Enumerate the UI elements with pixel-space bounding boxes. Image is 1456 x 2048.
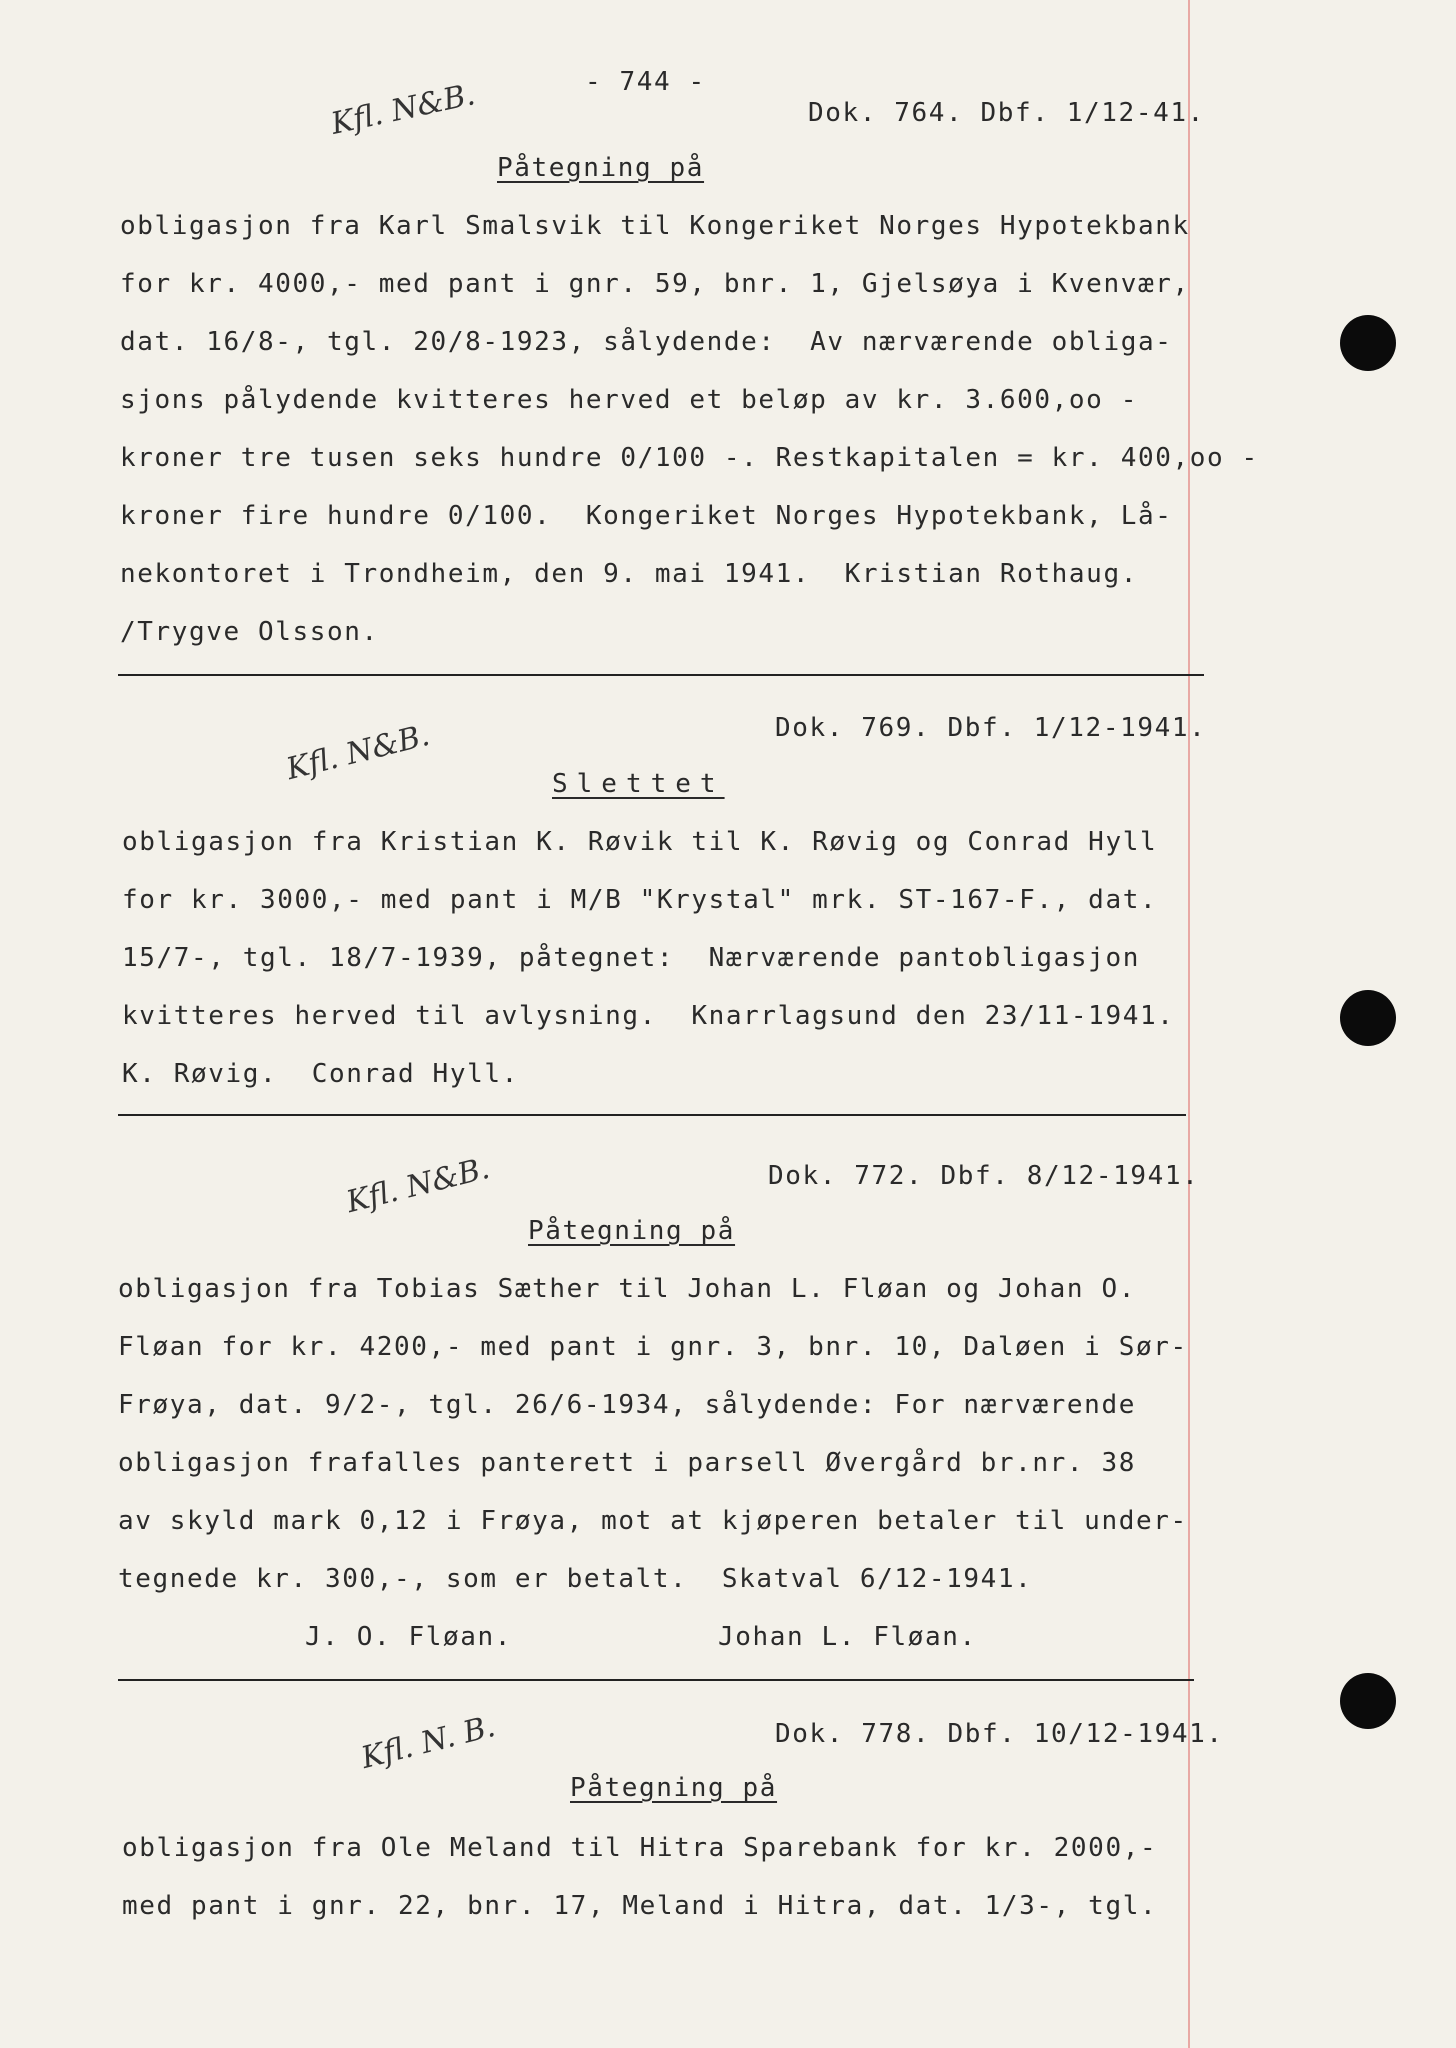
text-line: /Trygve Olsson. bbox=[120, 617, 379, 647]
text-line: Fløan for kr. 4200,- med pant i gnr. 3, bnr. 10, Daløen i Sør- bbox=[118, 1332, 1188, 1362]
text-line: K. Røvig. Conrad Hyll. bbox=[122, 1059, 519, 1089]
text-line: kvitteres herved til avlysning. Knarrlagsund den 23/11-1941. bbox=[122, 1001, 1175, 1031]
entry-title: Påtegning på bbox=[528, 1216, 736, 1246]
doc-header: Dok. 769. Dbf. 1/12-1941. bbox=[775, 713, 1207, 743]
text-line: dat. 16/8-, tgl. 20/8-1923, sålydende: Av nærværende obliga- bbox=[120, 327, 1173, 357]
handwritten-note: Kfl. N&B. bbox=[342, 1150, 494, 1221]
text-line: av skyld mark 0,12 i Frøya, mot at kjøperen betaler til under- bbox=[118, 1506, 1188, 1536]
entry-title: Påtegning på bbox=[570, 1773, 778, 1803]
text-line: kroner tre tusen seks hundre 0/100 -. Restkapitalen = kr. 400,oo - bbox=[120, 443, 1259, 473]
handwritten-note: Kfl. N&B. bbox=[327, 77, 479, 142]
text-line: 15/7-, tgl. 18/7-1939, påtegnet: Nærværende pantobligasjon bbox=[122, 943, 1140, 973]
entry-title: Slettet bbox=[552, 769, 725, 799]
text-line: for kr. 3000,- med pant i M/B "Krystal" mrk. ST-167-F., dat. bbox=[122, 885, 1158, 915]
text-line: med pant i gnr. 22, bnr. 17, Meland i Hitra, dat. 1/3-, tgl. bbox=[122, 1891, 1158, 1921]
text-line: obligasjon fra Tobias Sæther til Johan L. Fløan og Johan O. bbox=[118, 1274, 1136, 1304]
handwritten-note: Kfl. N. B. bbox=[357, 1709, 499, 1776]
text-line: nekontoret i Trondheim, den 9. mai 1941. Kristian Rothaug. bbox=[120, 559, 1138, 589]
text-line: for kr. 4000,- med pant i gnr. 59, bnr. 1, Gjelsøya i Kvenvær, bbox=[120, 269, 1190, 299]
handwritten-note: Kfl. N&B. bbox=[282, 717, 434, 788]
text-line: obligasjon frafalles panterett i parsell Øvergård br.nr. 38 bbox=[118, 1448, 1136, 1478]
text-line: obligasjon fra Ole Meland til Hitra Sparebank for kr. 2000,- bbox=[122, 1833, 1158, 1863]
text-line: kroner fire hundre 0/100. Kongeriket Norges Hypotekbank, Lå- bbox=[120, 501, 1173, 531]
punch-hole-icon bbox=[1340, 1673, 1396, 1729]
page-number: - 744 - bbox=[585, 67, 706, 97]
section-divider bbox=[118, 1679, 1194, 1681]
signature: J. O. Fløan. bbox=[305, 1622, 513, 1652]
punch-hole-icon bbox=[1340, 990, 1396, 1046]
punch-hole-icon bbox=[1340, 315, 1396, 371]
doc-header: Dok. 772. Dbf. 8/12-1941. bbox=[768, 1161, 1200, 1191]
text-line: obligasjon fra Kristian K. Røvik til K. Røvig og Conrad Hyll bbox=[122, 827, 1158, 857]
section-divider bbox=[118, 674, 1204, 676]
entry-title: Påtegning på bbox=[497, 153, 705, 183]
signature: Johan L. Fløan. bbox=[718, 1622, 977, 1652]
doc-header: Dok. 778. Dbf. 10/12-1941. bbox=[775, 1719, 1224, 1749]
text-line: Frøya, dat. 9/2-, tgl. 26/6-1934, sålydende: For nærværende bbox=[118, 1390, 1136, 1420]
text-line: obligasjon fra Karl Smalsvik til Kongeriket Norges Hypotekbank bbox=[120, 211, 1190, 241]
doc-header: Dok. 764. Dbf. 1/12-41. bbox=[808, 98, 1205, 128]
text-line: sjons pålydende kvitteres herved et beløp av kr. 3.600,oo - bbox=[120, 385, 1138, 415]
section-divider bbox=[118, 1114, 1186, 1116]
text-line: tegnede kr. 300,-, som er betalt. Skatval 6/12-1941. bbox=[118, 1564, 1033, 1594]
